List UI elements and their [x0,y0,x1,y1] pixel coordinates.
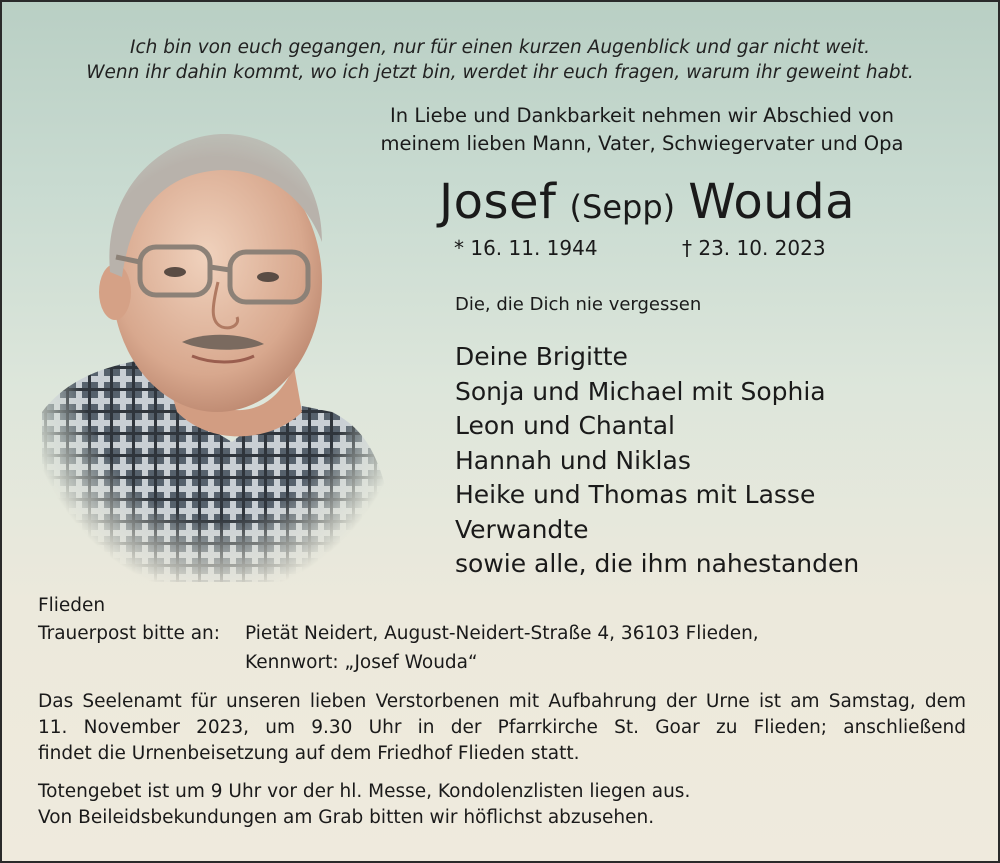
mourner-name: sowie alle, die ihm nahestanden [455,549,860,578]
mourner-name: Deine Brigitte [455,342,628,371]
birth-date: * 16. 11. 1944 [454,236,598,260]
quote-line-2: Wenn ihr dahin kommt, wo ich jetzt bin, werdet ihr euch fragen, warum ihr geweint habt. [86,62,914,83]
nickname: (Sepp) [569,188,676,226]
intro-line-1: In Liebe und Dankbarkeit nehmen wir Abschied von [390,104,894,127]
service-line-2: 11. November 2023, um 9.30 Uhr in der Pfarrkirche St. Goar zu Flieden; anschließend [38,717,966,738]
town: Flieden [38,595,106,616]
prayer-note: Totengebet ist um 9 Uhr vor der hl. Messe, Kondolenzlisten liegen aus. [38,781,691,802]
mourner-name: Verwandte [455,514,589,544]
condolence-request: Von Beileidsbekundungen am Grab bitten wir höflichst abzusehen. [38,807,655,828]
mourners-subtitle: Die, die Dich nie vergessen [455,294,702,315]
mail-keyword: Kennwort: „Josef Wouda“ [245,652,478,673]
last-name: Wouda [688,174,856,230]
mourner-name: Hannah und Niklas [455,445,691,475]
intro-line-2: meinem lieben Mann, Vater, Schwiegervater und Opa [380,132,904,155]
mail-address: Pietät Neidert, August-Neidert-Straße 4, 36103 Flieden, [245,623,759,644]
death-date: † 23. 10. 2023 [682,236,826,260]
service-line-3: findet die Urnenbeisetzung auf dem Friedhof Flieden statt. [38,743,580,764]
mourners-list [455,340,859,582]
first-name: Josef [438,174,557,230]
mourner-name: Sonja und Michael mit Sophia [455,376,826,406]
mourner-name: Heike und Thomas mit Lasse [455,480,816,509]
service-line-1: Das Seelenamt für unseren lieben Verstorbenen mit Aufbahrung der Urne ist am Samstag, dem [38,691,966,712]
quote-line-1: Ich bin von euch gegangen, nur für einen kurzen Augenblick und gar nicht weit. [130,37,870,58]
deceased-name [392,174,902,230]
mail-label: Trauerpost bitte an: [38,623,221,644]
mourner-name: Leon und Chantal [455,411,675,440]
portrait-photo [32,112,402,582]
